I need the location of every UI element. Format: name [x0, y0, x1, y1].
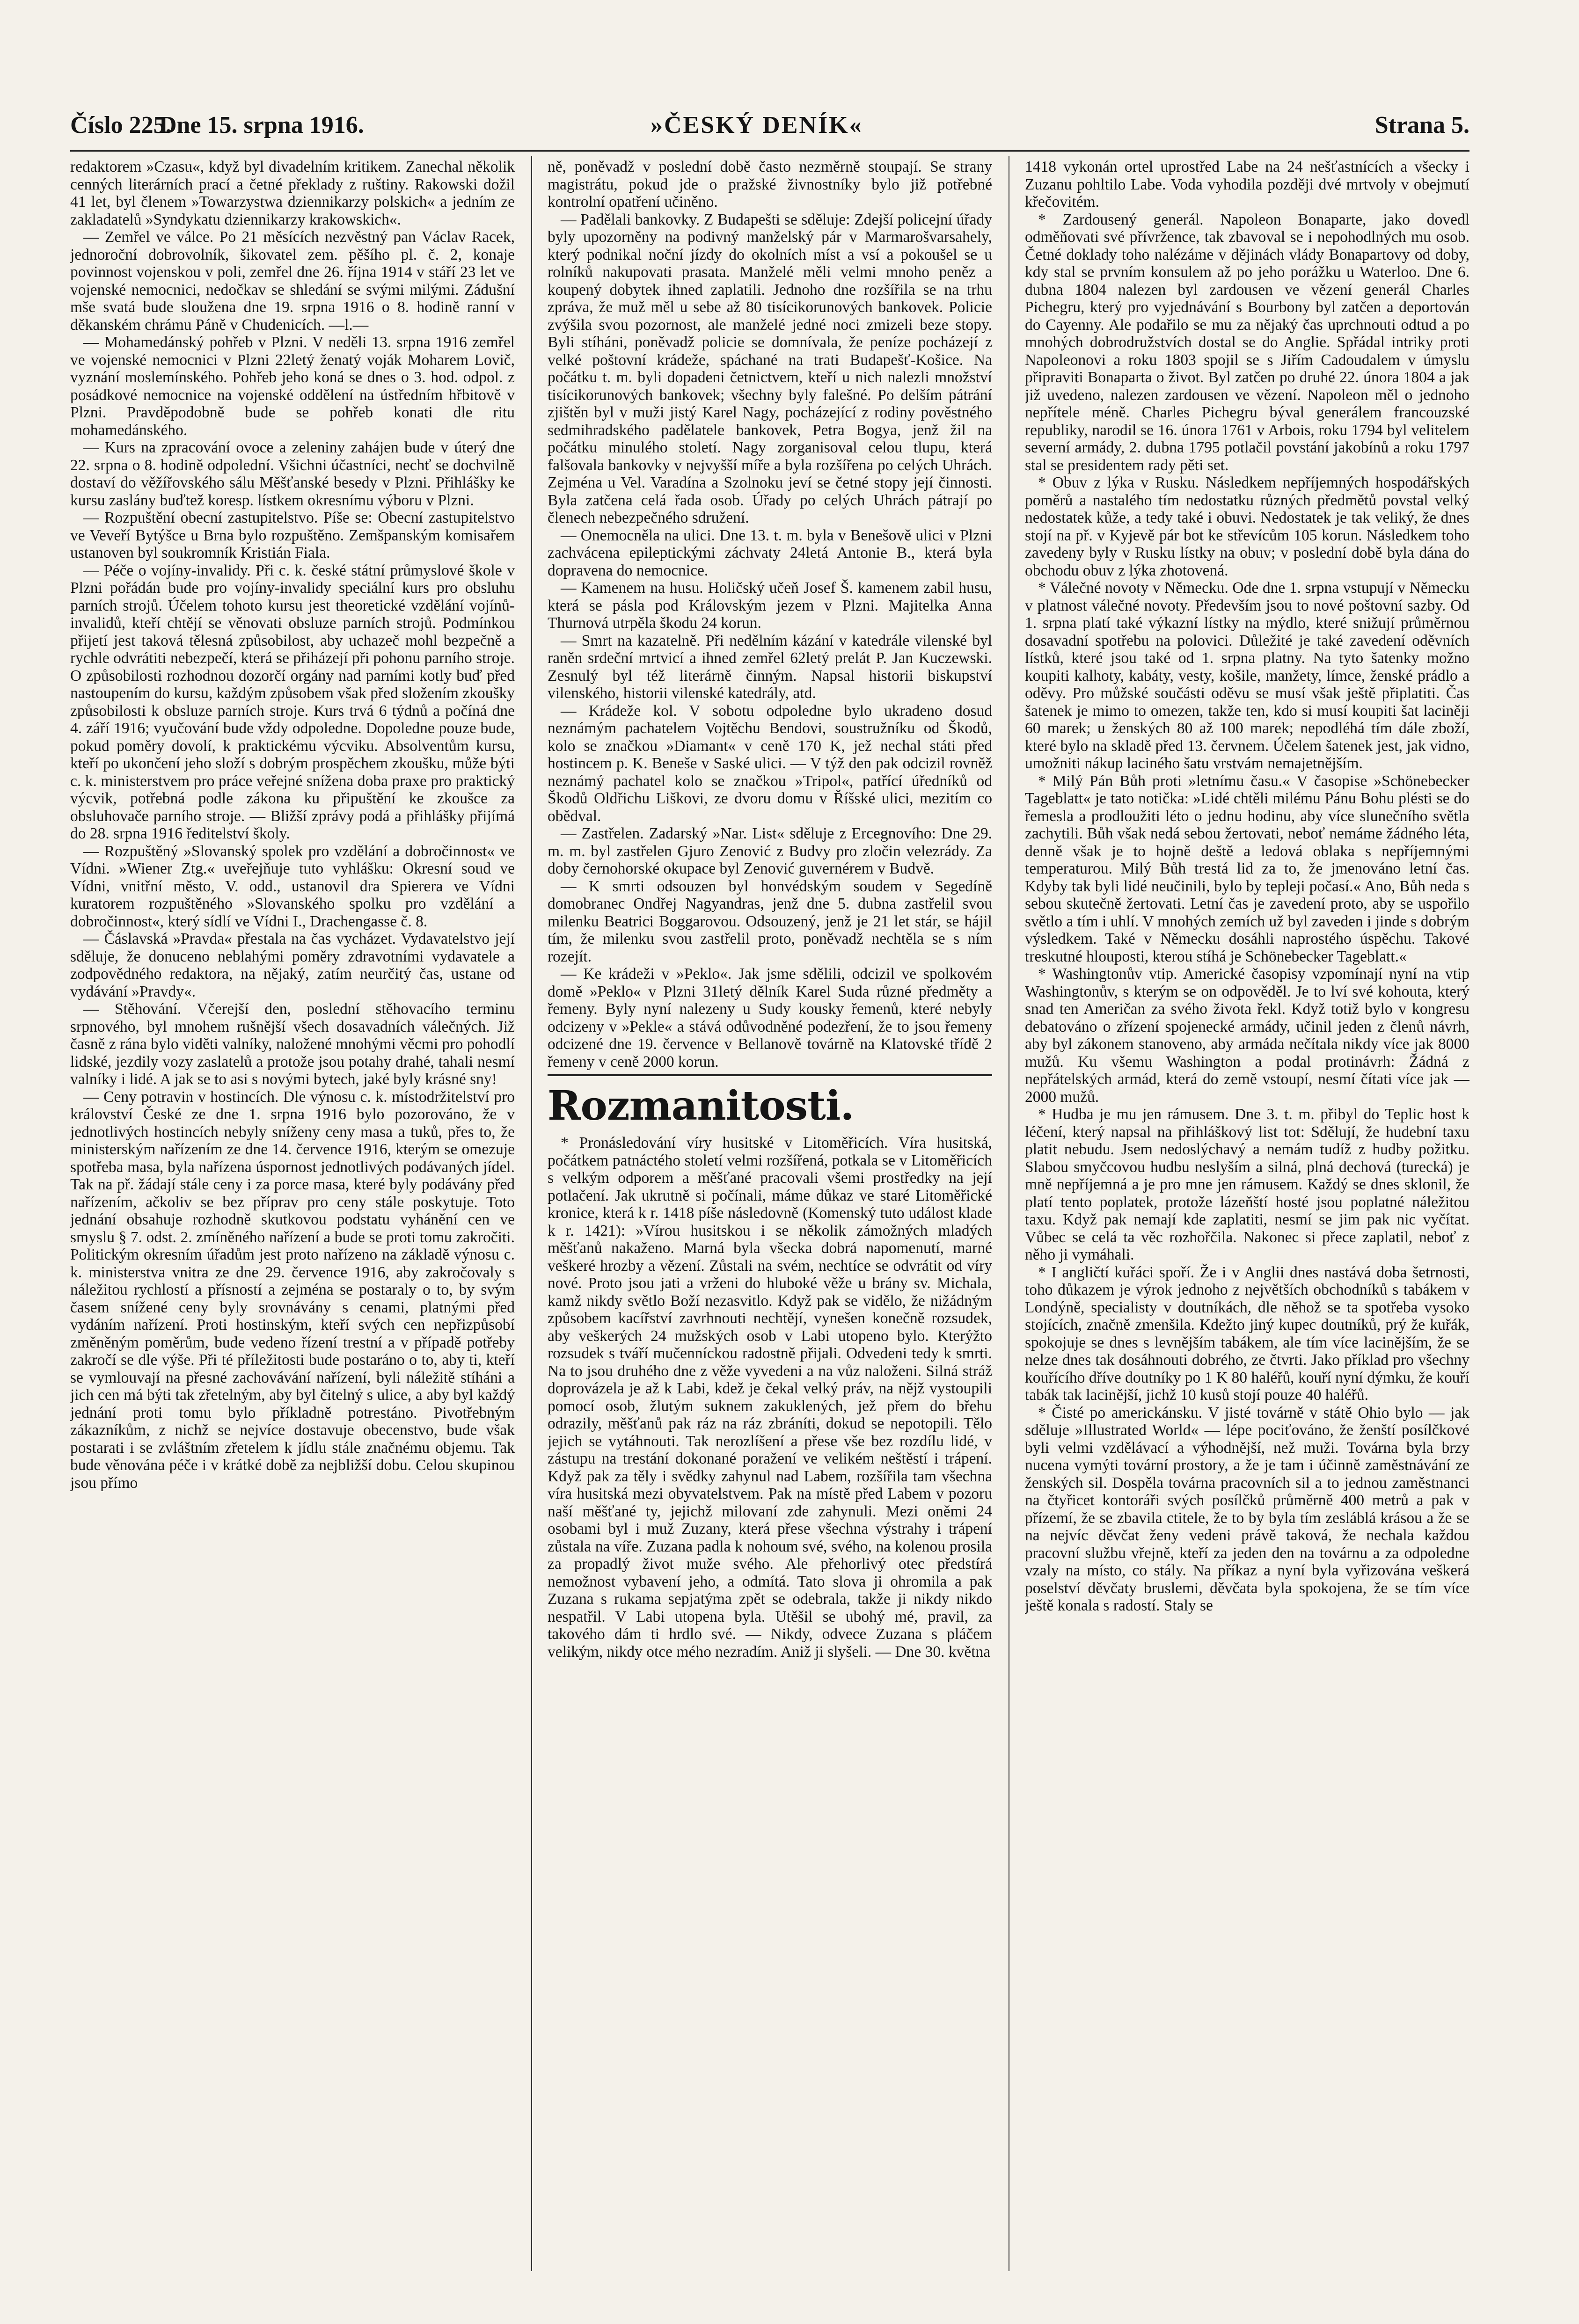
article-paragraph: * Zardousený generál. Napoleon Bonaparte, jako dovedl odměňovati své přívržence, tak zbavoval se i nepohodlných mu osob. Četné doklady toho nalézáme v dějinách vlády Bonapartovy od doby, kdy stal se prvním konsulem až po jeho porážku u Waterloo. Dne 6. dubna 1804 nalezen byl zardousen ve vězení generál Charles Pichegru, který pro vyjednávání s Bourbony byl zatčen a deportován do Cayenny. Ale podařilo se mu za nějaký čas uprchnouti odtud a po mnohých dobrodružstvích dostal se do Anglie. Spřádal intriky proti Napoleonovi a roku 1803 spojil se s Jiřím Cadoudalem v úmyslu připraviti Bonaparta o život. Byl zatčen po druhé 22. února 1804 a jak již uvedeno, nalezen zardousen ve vězení. Napoleon měl o jednoho nepřítele méně. Charles Pichegru býval generálem francouzské republiky, narodil se 16. února 1761 v Arbois, roku 1794 byl velitelem severní armády, 2. dubna 1795 potlačil povstání jakobínů a roku 1797 stal se presidentem rady pěti set.	[1025, 211, 1469, 474]
issue-date: Dne 15. srpna 1916.	[159, 112, 364, 138]
article-paragraph: — Padělali bankovky. Z Budapešti se sděluje: Zdejší policejní úřady byly upozorněny na podivný manželský pár v Marmarošvarsahely, který podnikal noční jízdy do okolních míst a vsí a pokoušel se u rolníků nakupovati prasata. Manželé měli velmi mnoho peněz a koupený dobytek ihned zaplatili. Jednoho dne rozšířila se na trhu zpráva, že muž měl u sebe až 80 tisícikorunových bankovek. Policie zvýšila svou pozornost, ale manželé jedné noci zmizeli beze stopy. Byli stíháni, poněvadž policie se domnívala, že peníze pocházejí z velké poštovní krádeže, spáchané na trati Budapešť-Košice. Na počátku t. m. byli dopadeni četnictvem, kteří u nich nalezli množství tisícikorunových bankovek; všechny byly falešné. Po delším pátrání zjištěn byl v muži jistý Karel Nagy, pocházející z rodiny pověstného sedmihradského padělatele bankovek, Petra Bogya, jenž žil na počátku minulého století. Nagy zorganisoval celou tlupu, která falšovala bankovky v nejvyšší míře a byla rozšířena po celých Uhrách. Zejména u Vel. Varadína a Szolnoku jeví se četné stopy její činnosti. Byla zatčena celá řada osob. Úřady po celých Uhrách pátrají po členech nebezpečného sdružení.	[548, 211, 992, 526]
article-paragraph: — Stěhování. Včerejší den, poslední stěhovacího terminu srpnového, byl mnohem rušnější všech dosavadních válečných. Již časně z rána bylo viděti valníky, naložené mnohými věcmi pro pohodlí lidské, jezdily vozy zaslatelů a protože jsou potahy drahé, tahali nesmí valníky i lidé. A jak se to asi s novými bytech, jaké byly krásné sny!	[70, 1000, 515, 1088]
column-divider	[531, 156, 532, 2271]
article-paragraph: — Rozpuštěný »Slovanský spolek pro vzdělání a dobročinnost« ve Vídni. »Wiener Ztg.« uveřejňuje tuto vyhlášku: Okresní soud ve Vídni, vnitřní město, V. odd., ustanovil dra Spierera ve Vídni kuratorem rozpuštěného »Slovanského spolku pro vzdělání a dobročinnost«, který sídlí ve Vídni I., Drachengasse č. 8.	[70, 842, 515, 930]
article-paragraph: * Hudba je mu jen rámusem. Dne 3. t. m. přibyl do Teplic host k léčení, který napsal na přihláškový list tot: Sdělují, že hudební taxu platit nebudu. Jsem nedoslýchavý a nemám tudíž z hudby požitku. Slabou smyčcovou hudbu neslyším a silná, plná dechová (turecká) je mně nepříjemná a je pro mne jen rámusem. Každý se dnes sklonil, že platí tento poplatek, protože lázeňští hosté jsou poplatné náležitou taxu. Když pak nemají kde zaplatiti, nesmí se jim pak nic vyčítat. Vůbec se celá ta věc rozhořčila. Nakonec si přece zaplatil, neboť z něho ji vymáhali.	[1025, 1106, 1469, 1263]
article-paragraph: — Péče o vojíny-invalidy. Při c. k. české státní průmyslové škole v Plzni pořádán bude pro vojíny-invalidy speciální kurs pro obsluhu parních strojů. Účelem tohoto kursu jest theoretické vzdělání vojínů-invalidů, kteří chtějí se věnovati obsluze parních strojů. Podmínkou přijetí jest taková tělesná způsobilost, aby uchazeč mohl bezpečně a rychle odvrátiti nebezpečí, která se přiházejí při pohonu parního stroje. O způsobilosti rozhodnou dozorčí orgány nad parními kotly buď před nastoupením do kursu, každým způsobem však před složením zkoušky způsobilosti k obsluze parních stroje. Kurs trvá 6 týdnů a počíná dne 4. září 1916; vyučování bude vždy odpoledne. Dopoledne pouze bude, pokud poměry dovolí, k praktickému výcviku. Absolventům kursu, kteří po ukončení jeho složí s dobrým prospěchem zkoušku, může býti c. k. ministerstvem pro práce veřejné snížena doba praxe pro praktický výcvik, potřebná podle zákona ku připuštění ke zkoušce za obsluhovače parního stroje. — Bližší zprávy podá a přihlášky přijímá do 28. srpna 1916 ředitelství školy.	[70, 561, 515, 842]
article-paragraph: 1418 vykonán ortel uprostřed Labe na 24 nešťastnících a všecky i Zuzanu pohltilo Labe. Voda vyhodila později dvé mrtvoly v obejmutí křečovitém.	[1025, 158, 1469, 211]
article-paragraph: * Milý Pán Bůh proti »letnímu času.« V časopise »Schönebecker Tageblatt« je tato notička: »Lidé chtěli milému Pánu Bohu plésti se do řemesla a prodloužiti léto o jednu hodinu, aby více slunečního světla zachytili. Bůh však nedá sebou žertovati, neboť nemáme žádného léta, denně však je to hojně deště a ledová oblaka s nepříjemnými temperaturou. Milý Bůh trestá lid za to, že jmenováno letní čas. Kdyby tak byli lidé neučinili, bylo by tepleji počasí.« Ano, Bůh neda s sebou skutečně žertovati. Letní čas je zavedení proto, aby se uspořilo světlo a tím i uhlí. V mnohých zemích už byl zaveden i jinde s dobrým výsledkem. Také v Německu dosáhli naprostého úspěchu. Takové treskutné hlouposti, kterou stíhá je Schönebecker Tageblatt.«	[1025, 772, 1469, 965]
article-paragraph: * Pronásledování víry husitské v Litoměřicích. Víra husitská, počátkem patnáctého století velmi rozšířená, potkala se v Litoměřicích s velkým odporem a měšťané pracovali všemi prostředky na její potlačení. Jak ukrutně si počínali, máme důkaz ve staré Litoměřické kronice, která k r. 1418 píše následovně (Komenský tuto událost klade k r. 1421): »Vírou husitskou i se několik zámožných mladých měšťanů nakaženo. Marná byla všecka dobrá napomenutí, marné veškeré hrozby a vězení. Zůstali na svém, nechtíce se odvrátit od víry nové. Proto jsou jati a vrženi do hluboké věže u brány sv. Michala, kamž nikdy světlo Boží nezasvitlo. Když pak se vidělo, že nižádným způsobem kacířství zavrhnouti nechtějí, vynešen konečně rozsudek, aby veškerých 24 mužských osob v Labi utopeno bylo. Kterýžto rozsudek s tváří mučenníckou radostně přijali. Odvedeni tedy k smrti. Na to jsou druhého dne z věže vyvedeni a na vůz naloženi. Silná stráž doprovázela je až k Labi, kdež je čekal velký práv, na nějž vystoupili pomocí osob, žlutým suknem zakuklených, jež přem do břehu odrazily, měšťanů pak ráz na ráz zbráníti, dokud se nepotopili. Tělo jejich se vytáhnouti. Tak nerozlíšení a přese vše bez rozdílu lidé, v zástupu na trestání dokonané poražení ve velikém neštěstí i trápení. Když pak za těly i svědky zahynul nad Labem, rozšířila tam všechna víra husitská mezi obyvatelstvem. Pak na místě před Labem v pozoru naší měšťané ty, jejichž milovaní zde zahynuli. Mezi oněmi 24 osobami byl i muž Zuzany, která přese všechna výstrahy i trápení zůstala na víře. Zuzana padla k nohoum své, svého, na kolenou prosila za propadlý život muže svého. Ale přehorlivý otec předstírá nemožnost vybavení jeho, a odmítá. Tato slova ji ohromila a pak Zuzana s rukama sepjatýma zpět se odebrala, takže ji nikdy nikdo nespatřil. V Labi utopena byla. Utěšil se ubohý mé, pravil, za takového dám ti hrdlo své. — Nikdy, odvece Zuzana s pláčem velikým, nikdy otce mého nezradím. Aniž ji slyšeli. — Dne 30. května	[548, 1134, 992, 1661]
column-3	[1025, 158, 1469, 2271]
page-number: Strana 5.	[1374, 112, 1469, 138]
article-paragraph: — Kamenem na husu. Holičský učeň Josef Š. kamenem zabil husu, která se pásla pod Královským jezem v Plzni. Majitelka Anna Thurnová utrpěla škodu 24 korun.	[548, 579, 992, 632]
page-header	[70, 111, 1469, 144]
article-paragraph: ně, poněvadž v poslední době často nezměrně stoupají. Se strany magistrátu, pokud jde o pražské živnostníky bylo již potřebné kontrolní opatření učiněno.	[548, 158, 992, 211]
article-paragraph: — Smrt na kazatelně. Při nedělním kázání v katedrále vilenské byl raněn srdeční mrtvicí a ihned zemřel 62letý prelát P. Jan Kuczewski. Zesnulý byl též literárně činným. Napsal historii biskupství vilenského, historii vilenské katedrály, atd.	[548, 632, 992, 702]
article-paragraph: — Mohamedánský pohřeb v Plzni. V neděli 13. srpna 1916 zemřel ve vojenské nemocnici v Plzni 22letý ženatý voják Moharem Lovič, vyznání moslemínského. Pohřeb jeho koná se dnes o 3. hod. odpol. z posádkové nemocnice na vojenské oddělení na ústředním hřbitově v Plzni. Pravděpodobně bude se pohřeb konati dle ritu mohamedánského.	[70, 334, 515, 439]
masthead: »ČESKÝ DENÍK«	[651, 112, 863, 138]
header-rule	[70, 150, 1469, 152]
article-paragraph: * I angličtí kuřáci spoří. Že i v Anglii dnes nastává doba šetrnosti, toho důkazem je výrok jednoho z největších obchodníků s tabákem v Londýně, specialisty v doutníkách, dle něhož se ta spotřeba vysoko stojících, značně zmenšila. Kdežto jiný kupec doutníků, prý že kuřák, spokojuje se dnes s levnějším tabákem, ale tím více lacinějším, že se nelze dnes tak dosáhnouti dobrého, ze čtvrti. Jako příklad pro všechny kouřícího dříve doutníky po 1 K 80 haléřů, kouří nyní dýmku, že kouří tabák tak lacinější, jichž 10 kusů stojí pouze 40 haléřů.	[1025, 1263, 1469, 1404]
article-paragraph: — Onemocněla na ulici. Dne 13. t. m. byla v Benešově ulici v Plzni zachvácena epileptickými záchvaty 24letá Antonie B., která byla dopravena do nemocnice.	[548, 526, 992, 579]
article-paragraph: — Zastřelen. Zadarský »Nar. List« sděluje z Ercegnovího: Dne 29. m. m. byl zastřelen Gjuro Zenović z Budvy pro zločin velezrády. Za doby černohorské okupace byl Zenović guvernérem v Budvě.	[548, 825, 992, 877]
article-paragraph: — Rozpuštění obecní zastupitelstvo. Píše se: Obecní zastupitelstvo ve Veveří Bytýšce u Brna bylo rozpuštěno. Zemšpanským komisařem ustanoven byl soukromník Kristián Fiala.	[70, 509, 515, 561]
article-paragraph: * Čisté po americkánsku. V jisté továrně v státě Ohio bylo — jak sděluje »Illustrated World« — lépe pociťováno, že ženští posílčkové byli velmi vzdělávací a výhodnější, než muži. Továrna byla brzy nucena vymýti tovární prostory, a že je tam i účinně zaměstnávání ze ženských sil. Dospěla továrna pracovních sil a to jednou zaměstnanci na čtyřicet kontoráři svých posílčků průměrně 400 metrů a pak v přízemí, že se zbavila ctitele, že to by byla tím zesláblá krásou a že se na nejvíc děvčat ženy vedeni právě taková, že nechala každou pracovní službu vřejně, kteří za jeden den na továrnu a za odpoledne vzaly na místo, co stály. Na příkaz a nyní byla vyřizována veškerá poselství děvčaty bruslemi, děvčata byla spokojena, že se tím více ještě konala s radostí. Staly se	[1025, 1404, 1469, 1614]
article-paragraph: * Obuv z lýka v Rusku. Následkem nepříjemných hospodářských poměrů a nastalého tím nedostatku různých předmětů povstal velký nedostatek kůže, a tedy také i obuvi. Nedostatek je tak veliký, že dnes stojí na př. v Kyjevě pár bot ke střevícům 105 korun. Následkem toho zavedeny byly v Rusku lístky na obuv; v poslední době byla dána do obchodu obuv z lýka zhotovená.	[1025, 474, 1469, 579]
article-paragraph: — Kurs na zpracování ovoce a zeleniny zahájen bude v úterý dne 22. srpna o 8. hodině odpolední. Všichni účastníci, nechť se dochvilně dostaví do věžířovského sálu Měšťanské besedy v Plzni. Přihlášky ke kursu zaslány buďtež koresp. lístkem okresnímu výboru v Plzni.	[70, 439, 515, 509]
article-paragraph: redaktorem »Czasu«, když byl divadelním kritikem. Zanechal několik cenných literárních prací a četné překlady z ruštiny. Rakowski dožil 41 let, byl členem »Towarzystwa dziennikarzy polskich« a jedním ze zakladatelů »Syndykatu dziennikarzy krakowskich«.	[70, 158, 515, 228]
article-paragraph: — K smrti odsouzen byl honvédským soudem v Segedíně domobranec Ondřej Nagyandras, jenž dne 5. dubna zastřelil svou milenku Beatrici Boggarovou. Odsouzený, jenž je 21 let stár, se hájil tím, že milenku svou zastřelil proto, poněvadž nechtěla se s ním rozejít.	[548, 877, 992, 965]
article-paragraph: — Krádeže kol. V sobotu odpoledne bylo ukradeno dosud neznámým pachatelem Vojtěchu Bendovi, soustružníku od Škodů, kolo se značkou »Diamant« v ceně 170 K, jež nechal státi před hostincem p. K. Beneše v Saské ulici. — V týž den pak odcizil rovněž neznámý pachatel kolo se značkou »Tripol«, patřící úředníků od Škodů Oldřichu Liškovi, ze dvoru domu v Říšské ulici, mezitím co obědval.	[548, 702, 992, 825]
issue-number: Číslo 225.	[70, 112, 172, 138]
article-paragraph: — Čáslavská »Pravda« přestala na čas vycházet. Vydavatelstvo její sděluje, že donuceno neblahými poměry zdravotními vydavatele a zodpovědného redaktora, na nějaký, zatím neurčitý čas, ustane od vydávání »Pravdy«.	[70, 930, 515, 1000]
section-rule	[548, 1074, 992, 1076]
article-paragraph: — Ke krádeži v »Peklo«. Jak jsme sdělili, odcizil ve spolkovém domě »Peklo« v Plzni 31letý dělník Karel Suda různé předměty a řemeny. Byly nyní nalezeny u Sudy kousky řemenů, které nebyly odcizeny v »Pekle« a stává odůvodněné podezření, že to jsou řemeny odcizené dne 19. července v Bellanově továrně na Klatovské třídě 2 řemeny v ceně 2000 korun.	[548, 965, 992, 1071]
article-paragraph: * Válečné novoty v Německu. Ode dne 1. srpna vstupují v Německu v platnost válečné novoty. Především jsou to nové poštovní sazby. Od 1. srpna platí také výkazní lístky na mýdlo, které snižují průměrnou dosavadní spotřebu na polovici. Důležité je také zavedení oděvních lístků, které jsou také od 1. srpna platny. Na tyto šatenky možno koupiti kalhoty, kabáty, vesty, košile, manžety, límce, ženské prádlo a oděvy. Pro můžské součásti oděvu se musí však ještě připlatiti. Čas šatenek je mimo to omezen, takže ten, kdo si musí koupiti šat laciněji 60 marek; u ženských 80 až 100 marek; nepodléhá tím dále zboží, které bylo na skladě před 13. červnem. Účelem šatenek jest, jak vidno, umožniti nákup laciného šatu vrstvám nemajetnějším.	[1025, 579, 1469, 772]
article-paragraph: — Ceny potravin v hostincích. Dle výnosu c. k. místodržitelství pro království České ze dne 1. srpna 1916 bylo pozorováno, že v jednotlivých hostincích nebyly sníženy ceny masa a tuků, přes to, že ministerským nařízením ze dne 14. července 1916, kterým se omezuje spotřeba masa, byla nařízena úspornost jednotlivých podávaných jídel. Tak na př. žádají stále ceny i za porce masa, které byly podávány před nařízením, ačkoliv se bez příprav pro ceny stále poskytuje. Toto jednání obsahuje rozhodně skutkovou podstatu vyhánění cen ve smyslu § 7. odst. 2. zmíněného nařízení a bude se proti tomu zakročiti. Politickým okresním úřadům jest proto nařízeno na základě výnosu c. k. ministerstva vnitra ze dne 29. července 1916, aby zakročovaly s náležitou rychlostí a přísností a zejména se postaraly o to, by svým časem snížené ceny byly srovnávány s cenami, platnými před vydáním nařízení. Proti hostinským, kteří svých cen nepřizpůsobí změněným poměrům, bude vedeno řízení trestní a v případě potřeby zakročí se dle výše. Při té příležitosti bude postaráno o to, aby ti, kteří se vymlouvají na přesné zachovávání nařízení, byli náležitě stíháni a jich cen má býti tak zřetelným, aby byl čitelný s ulice, a aby byl každý jednání proti tomu bylo příkladně potrestáno. Pivotřebným zákazníkům, z nichž se nejvíce dostavuje obecenstvo, bude však postarati i se zvláštním zřetelem k jídlu stále značnému objemu. Tak bude věnována péče i v krátké době za nejbližší dobu. Celou skupinou jsou přímo	[70, 1088, 515, 1492]
column-2	[548, 158, 992, 2271]
article-paragraph: * Washingtonův vtip. Americké časopisy vzpomínají nyní na vtip Washingtonův, s kterým se on odpověděl. Je to lví své kohouta, který snad ten Američan za svého života řekl. Když totiž bylo v kongresu debatováno o zřízení spojenecké armády, učinil jeden z členů návrh, aby byl zákonem stanoveno, aby armáda nečítala nikdy více jak 8000 mužů. Ku všemu Washington a podal protinávrh: Žádná z nepřátelských armád, která do země vstoupí, nesmí čítati více jak — 2000 mužů.	[1025, 965, 1469, 1106]
article-paragraph: — Zemřel ve válce. Po 21 měsících nezvěstný pan Václav Racek, jednoroční dobrovolník, šikovatel zem. pěšího pl. č. 2, konaje povinnost vojenskou v poli, zemřel dne 26. října 1914 v stáří 23 let ve vojenské nemocnici, nedočkav se shledání se svými milými. Zádušní mše svatá bude sloužena dne 19. srpna 1916 o 8. hodině ranní v děkanském chrámu Páně v Chudenicích. —l.—	[70, 228, 515, 334]
section-title: Rozmanitosti.	[548, 1082, 854, 1129]
column-1	[70, 158, 515, 2271]
newspaper-page	[70, 111, 1469, 2273]
